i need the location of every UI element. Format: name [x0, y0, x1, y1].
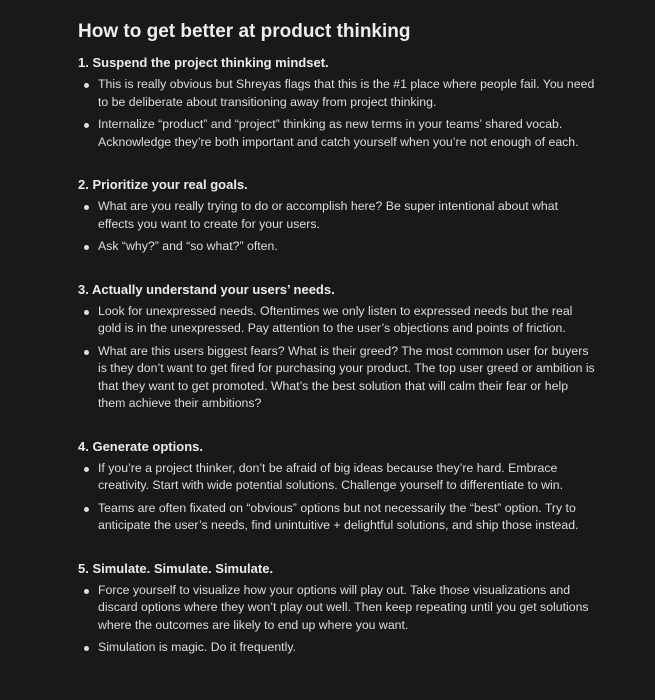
- list-item: [78, 582, 595, 635]
- section-3: [78, 281, 595, 413]
- section-2: [78, 176, 595, 256]
- list-item-text: Look for unexpressed needs. Oftentimes we only listen to expressed needs but the real gold is in the unexpressed. Pay attention to the user’s objections and points of friction.: [98, 303, 573, 335]
- list-item: [78, 76, 595, 111]
- list-item-text: Ask “why?” and “so what?” often.: [98, 239, 278, 253]
- page-title: How to get better at product thinking: [78, 21, 411, 42]
- list-item-text: This is really obvious but Shreyas flags that this is the #1 place where people fail. You need to be deliberate about transitioning away from project thinking.: [98, 77, 595, 109]
- list-item: [78, 500, 595, 535]
- bullet-icon: [84, 245, 89, 250]
- bullet-icon: [84, 589, 89, 594]
- section-heading: 5. Simulate. Simulate. Simulate.: [78, 560, 274, 576]
- section-heading: 3. Actually understand your users’ needs.: [78, 281, 335, 297]
- list-item: [78, 303, 595, 338]
- section-5: [78, 560, 595, 657]
- bullet-list: [78, 198, 595, 256]
- list-item-text: Teams are often fixated on “obvious” options but not necessarily the “best” option. Try to anticipate the user’s needs, find unintuitive + delightful solutions, and ship those instead.: [98, 500, 579, 532]
- list-item-text: What are you really trying to do or accomplish here? Be super intentional about what effects you want to create for your users.: [98, 199, 559, 231]
- bullet-list: [78, 460, 595, 535]
- section-4: [78, 438, 595, 535]
- list-item-text: Internalize “product” and “project” thinking as new terms in your teams’ shared vocab. Acknowledge they’re both important and catch yourself when you’re not enough of each.: [98, 117, 579, 149]
- list-item: [78, 343, 595, 413]
- list-item: [78, 639, 595, 657]
- list-item: [78, 238, 595, 256]
- list-item-text: Force yourself to visualize how your options will play out. Take those visualizations and discard options where they won’t play out well. Then keep repeating until you get solutions where the outcomes are likely to end up where you want.: [98, 582, 589, 632]
- list-item: [78, 116, 595, 151]
- bullet-icon: [84, 350, 89, 355]
- list-item-text: Simulation is magic. Do it frequently.: [98, 640, 296, 654]
- bullet-icon: [84, 507, 89, 512]
- bullet-icon: [84, 310, 89, 315]
- section-heading: 1. Suspend the project thinking mindset.: [78, 55, 329, 70]
- bullet-icon: [84, 83, 89, 88]
- bullet-icon: [84, 123, 89, 128]
- bullet-icon: [84, 205, 89, 210]
- bullet-list: [78, 303, 595, 413]
- section-1: [78, 54, 595, 151]
- bullet-list: [78, 76, 595, 151]
- section-heading: 2. Prioritize your real goals.: [78, 177, 248, 192]
- section-heading: 4. Generate options.: [78, 438, 203, 454]
- bullet-icon: [84, 646, 89, 651]
- bullet-icon: [84, 467, 89, 472]
- list-item-text: If you’re a project thinker, don’t be afraid of big ideas because they’re hard. Embrace creativity. Start with wide potential solutions. Challenge yourself to differentiate to win.: [98, 460, 564, 492]
- bullet-list: [78, 582, 595, 657]
- list-item: [78, 460, 595, 495]
- list-item: [78, 198, 595, 233]
- list-item-text: What are this users biggest fears? What is their greed? The most common user for buyers is they don’t want to get fired for purchasing your product. The top user greed or ambition is that they want to get promoted. What’s the best solution that will calm their fear or help them achieve their ambitions?: [98, 343, 595, 410]
